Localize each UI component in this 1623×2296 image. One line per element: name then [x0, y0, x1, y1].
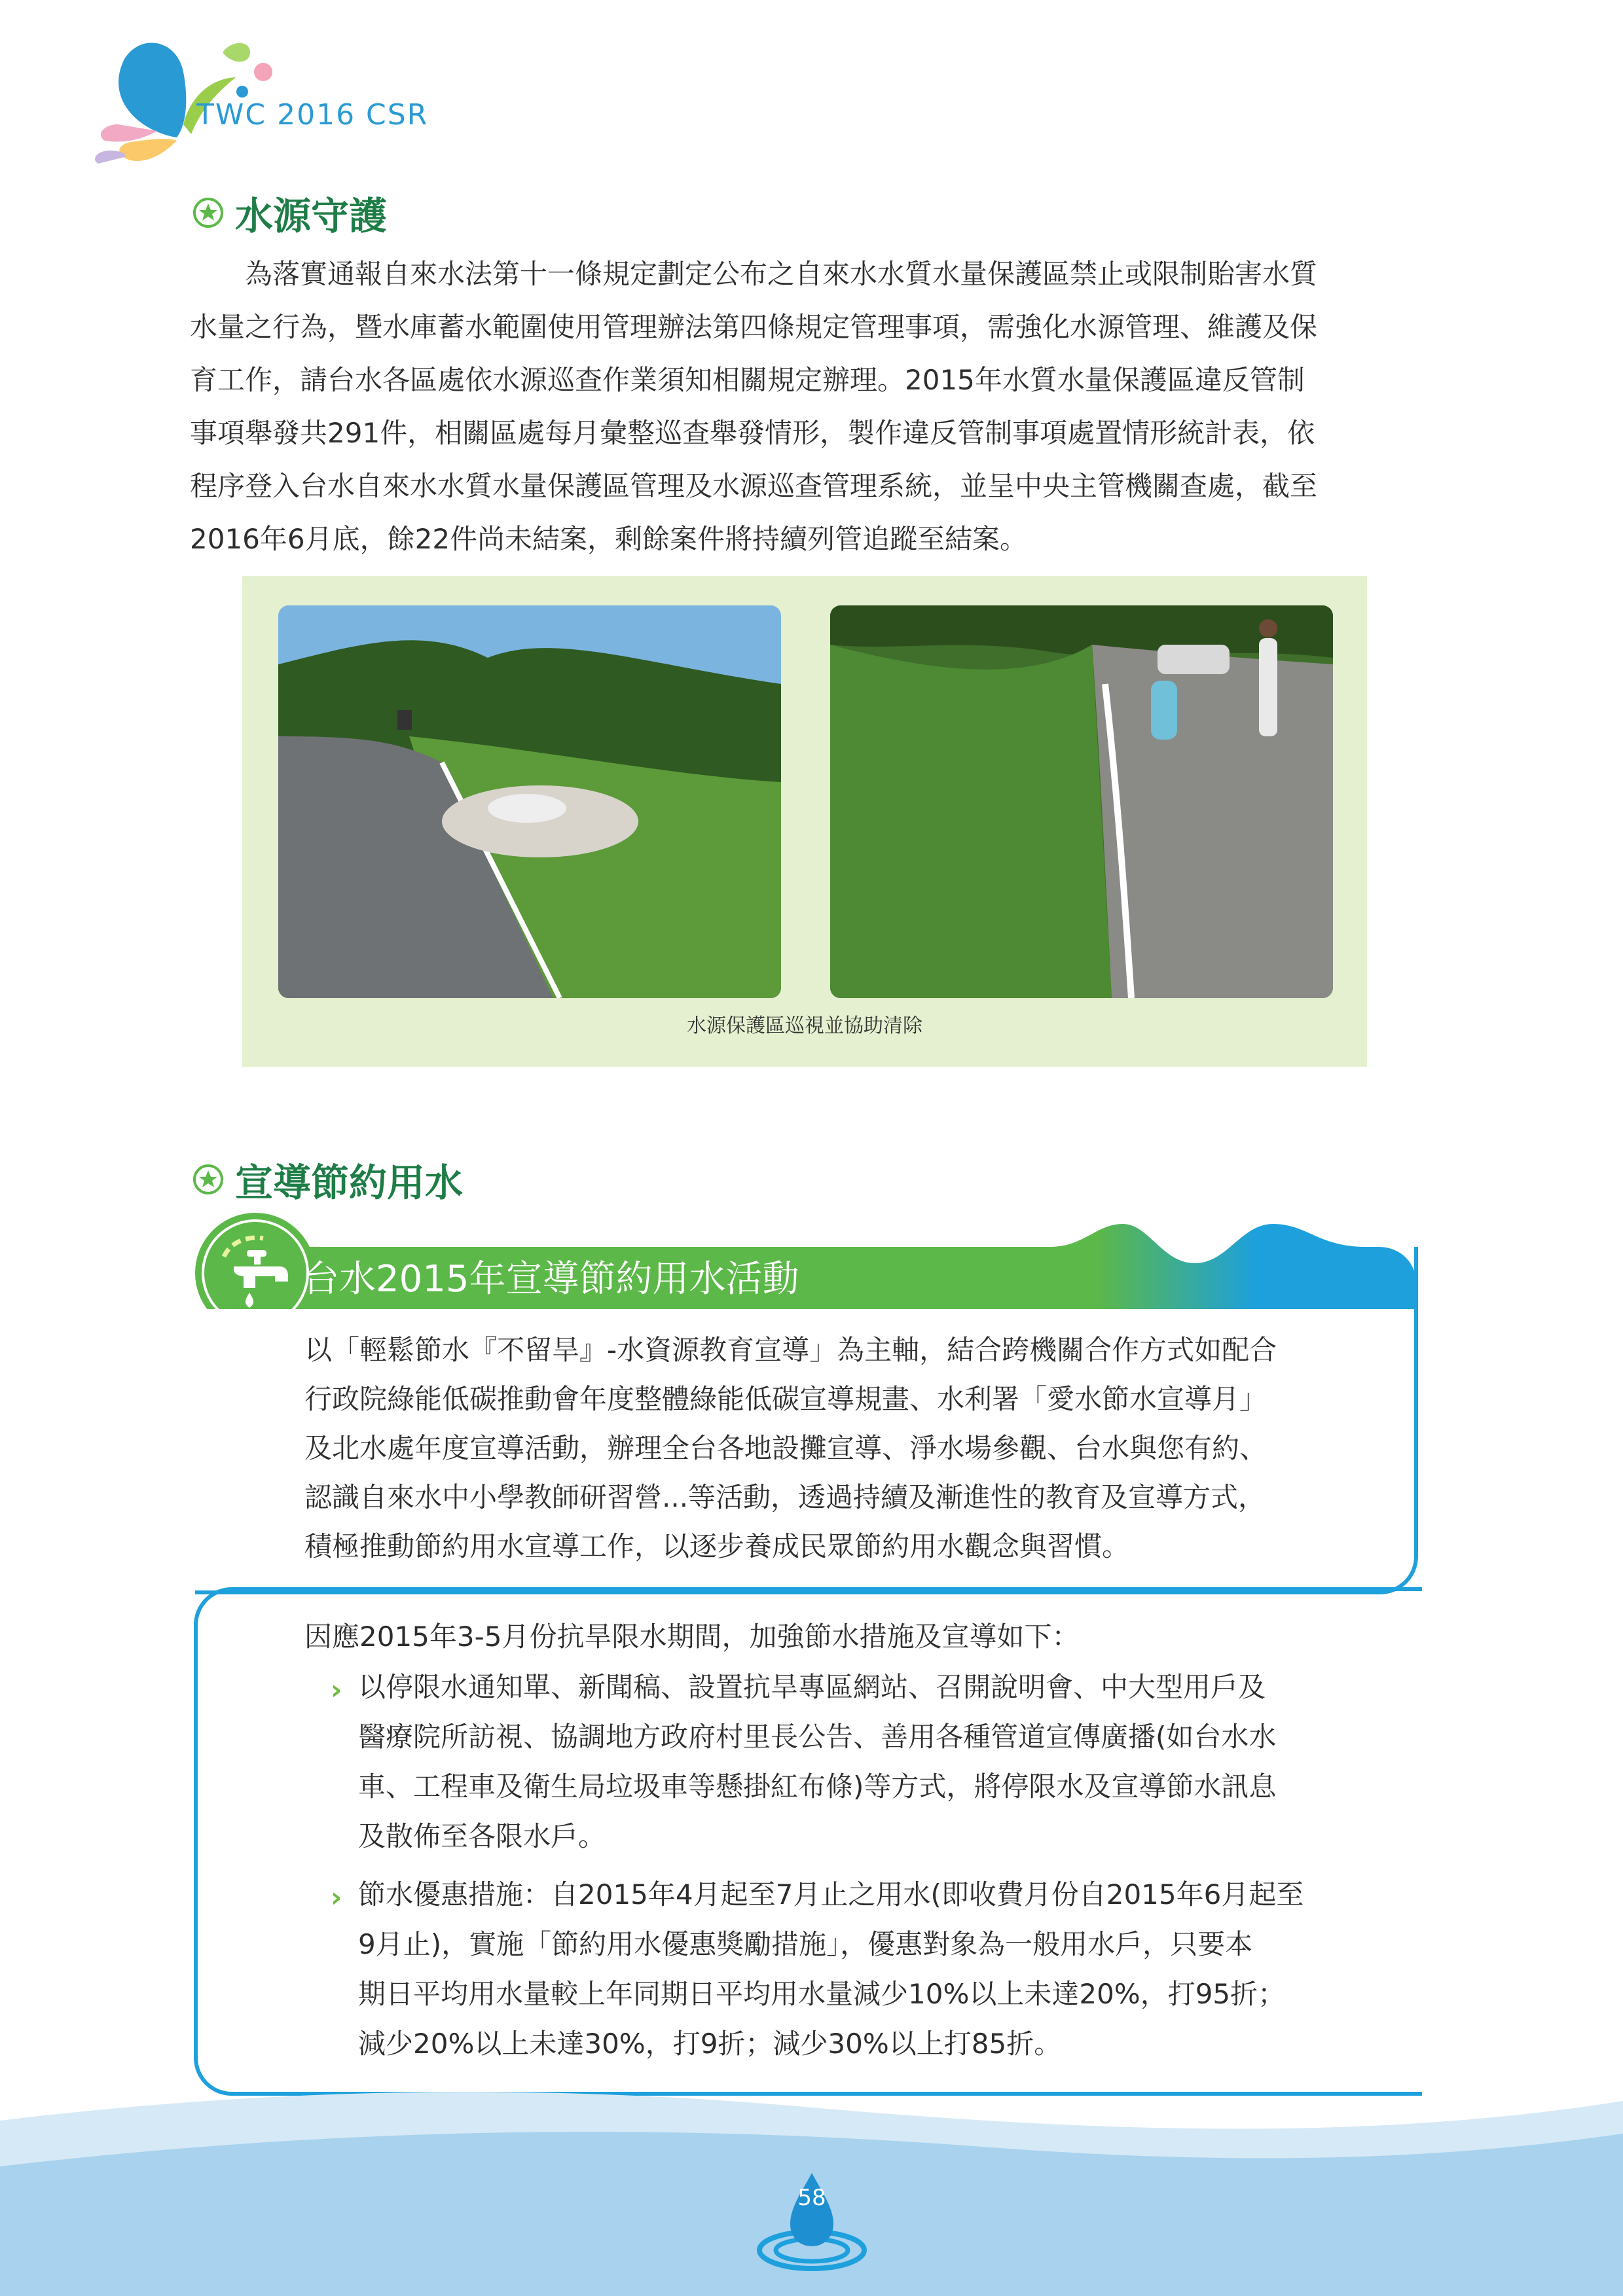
activity-line: 認識自來水中小學教師研習營...等活動，透過持續及漸進性的教育及宣導方式， [304, 1481, 1266, 1513]
measure-item [331, 1662, 1389, 1861]
chevron-right-icon: › [331, 1674, 342, 1706]
activity-line: 及北水處年度宣導活動，辦理全台各地設攤宣導、淨水場參觀、台水與您有約、 [304, 1432, 1267, 1464]
chevron-right-icon: › [331, 1881, 342, 1913]
paragraph-line: 2016年6月底，餘22件尚未結案，剩餘案件將持續列管追蹤至結案。 [190, 523, 1028, 555]
measure-line: 及散佈至各限水戶。 [358, 1820, 606, 1852]
photo-roadside-waste [278, 605, 781, 998]
section1-paragraph [190, 247, 1421, 565]
photo-panel [242, 576, 1367, 1067]
activity-line: 以「輕鬆節水『不留旱』-水資源教育宣導」為主軸，結合跨機關合作方式如配合 [304, 1334, 1277, 1366]
page-number: 58 [797, 2185, 826, 2211]
section-heading-text: 水源守護 [235, 194, 388, 238]
brand-label: TWC 2016 CSR [196, 98, 429, 132]
section-heading-water-source [193, 185, 387, 240]
measure-item [331, 1870, 1389, 2069]
paragraph-line: 育工作，請台水各區處依水源巡查作業須知相關規定辦理。2015年水質水量保護區違反管制 [190, 364, 1305, 396]
activity-text [304, 1325, 1362, 1571]
measure-line: 9月止)，實施「節約用水優惠獎勵措施」，優惠對象為一般用水戶，只要本 [358, 1928, 1253, 1960]
star-bullet-icon [193, 198, 223, 228]
activity-line: 行政院綠能低碳推動會年度整體綠能低碳宣導規畫、水利署「愛水節水宣導月」 [304, 1383, 1267, 1415]
activity-line: 積極推動節約用水宣導工作，以逐步養成民眾節約用水觀念與習慣。 [304, 1530, 1130, 1562]
measure-line: 減少20%以上未達30%，打9折；減少30%以上打85折。 [358, 2028, 1062, 2060]
paragraph-line: 為落實通報自來水法第十一條規定劃定公布之自來水水質水量保護區禁止或限制貽害水質 [245, 258, 1318, 290]
paragraph-line: 事項舉發共291件，相關區處每月彙整巡查舉發情形，製作違反管制事項處置情形統計表，依 [190, 417, 1315, 449]
measure-line: 車、工程車及衛生局垃圾車等懸掛紅布條)等方式，將停限水及宣導節水訊息 [358, 1770, 1277, 1803]
paragraph-line: 程序登入台水自來水水質水量保護區管理及水源巡查管理系統，並呈中央主管機關查處，截至 [190, 470, 1318, 502]
measure-line: 醫療院所訪視、協調地方政府村里長公告、善用各種管道宣傳廣播(如台水水 [358, 1721, 1277, 1753]
paragraph-line: 水量之行為，暨水庫蓄水範圍使用管理辦法第四條規定管理事項，需強化水源管理、維護及保 [190, 311, 1318, 343]
photo-roadside-inspection [830, 605, 1333, 998]
measure-line: 節水優惠措施：自2015年4月起至7月止之用水(即收費月份自2015年6月起至 [358, 1878, 1304, 1910]
faucet-icon [217, 1230, 296, 1316]
activity-title: 台水2015年宣導節約用水活動 [302, 1258, 799, 1300]
section-heading-text: 宣導節約用水 [235, 1160, 464, 1205]
measure-line: 以停限水通知單、新聞稿、設置抗旱專區網站、召開說明會、中大型用戶及 [358, 1671, 1266, 1703]
photo-caption: 水源保護區巡視並協助清除 [687, 1014, 922, 1037]
measures-intro: 因應2015年3-5月份抗旱限水期間，加強節水措施及宣導如下： [304, 1621, 1080, 1653]
star-bullet-icon [193, 1164, 223, 1194]
section-heading-conservation [193, 1152, 463, 1207]
measure-line: 期日平均用水量較上年同期日平均用水量減少10%以上未達20%，打95折； [358, 1978, 1286, 2010]
